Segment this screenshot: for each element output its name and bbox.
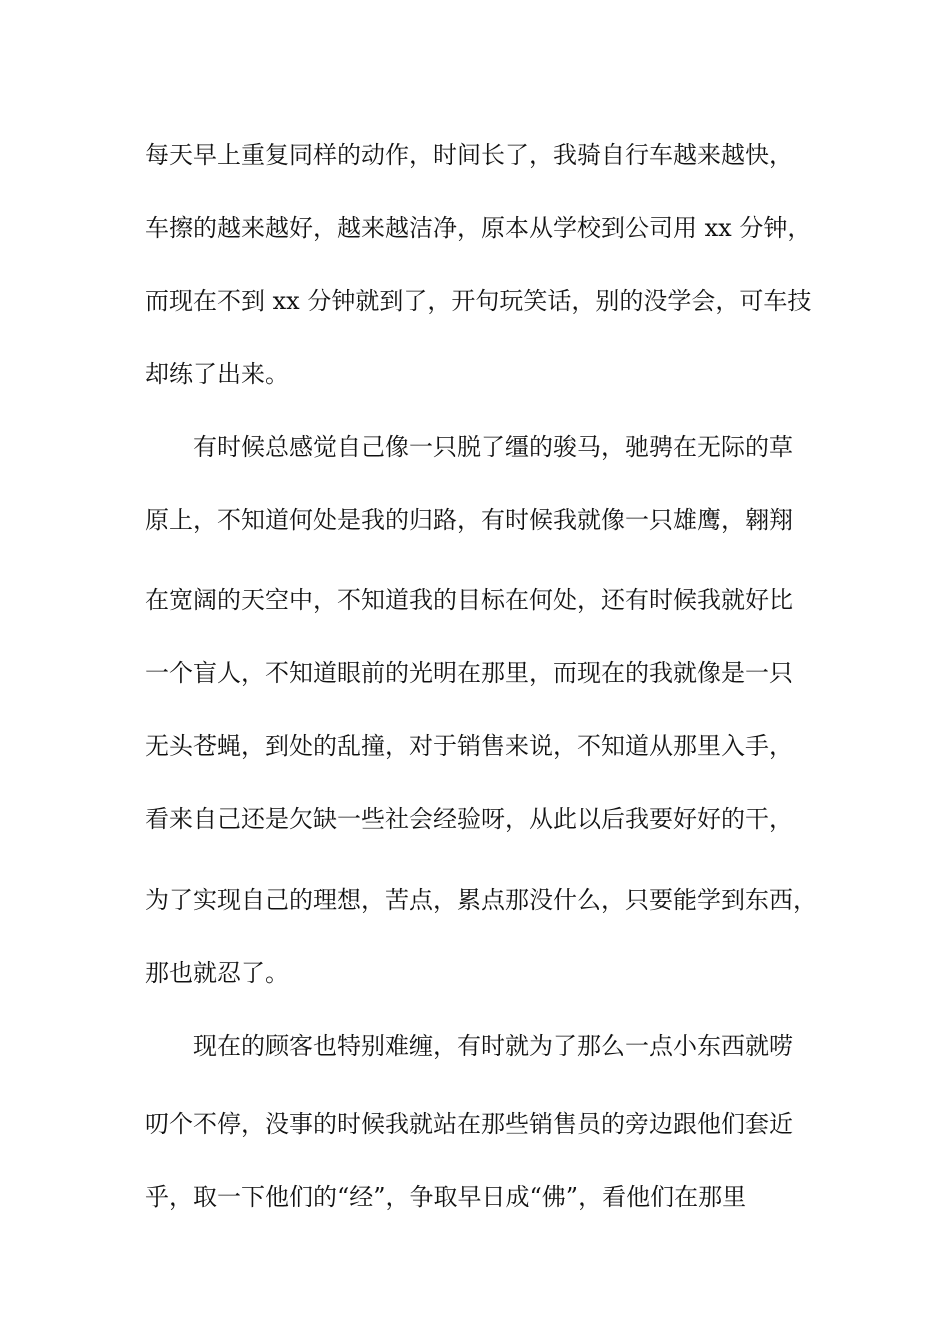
text-line: 车擦的越来越好，越来越洁净，原本从学校到公司用 xx 分钟，: [145, 214, 812, 242]
text-line: 却练了出来。: [145, 360, 289, 388]
text-line: 那也就忍了。: [145, 959, 289, 987]
text-line: 看来自己还是欠缺一些社会经验呀，从此以后我要好好的干，: [145, 805, 793, 833]
text-line: 原上，不知道何处是我的归路，有时候我就像一只雄鹰，翱翔: [145, 506, 793, 534]
text-line: 乎，取一下他们的“经”，争取早日成“佛”，看他们在那里: [145, 1183, 747, 1211]
text-line: 一个盲人，不知道眼前的光明在那里，而现在的我就像是一只: [145, 659, 793, 687]
text-line: 在宽阔的天空中，不知道我的目标在何处，还有时候我就好比: [145, 586, 793, 614]
text-line: 叨个不停，没事的时候我就站在那些销售员的旁边跟他们套近: [145, 1110, 793, 1138]
text-line: 为了实现自己的理想，苦点，累点那没什么，只要能学到东西，: [145, 886, 817, 914]
text-line: 无头苍蝇，到处的乱撞，对于销售来说，不知道从那里入手，: [145, 732, 793, 760]
text-line: 每天早上重复同样的动作，时间长了，我骑自行车越来越快，: [145, 141, 793, 169]
text-line: 现在的顾客也特别难缠，有时就为了那么一点小东西就唠: [145, 1032, 793, 1060]
text-line: 有时候总感觉自己像一只脱了缰的骏马，驰骋在无际的草: [145, 433, 793, 461]
text-line: 而现在不到 xx 分钟就到了，开句玩笑话，别的没学会，可车技: [145, 287, 812, 315]
